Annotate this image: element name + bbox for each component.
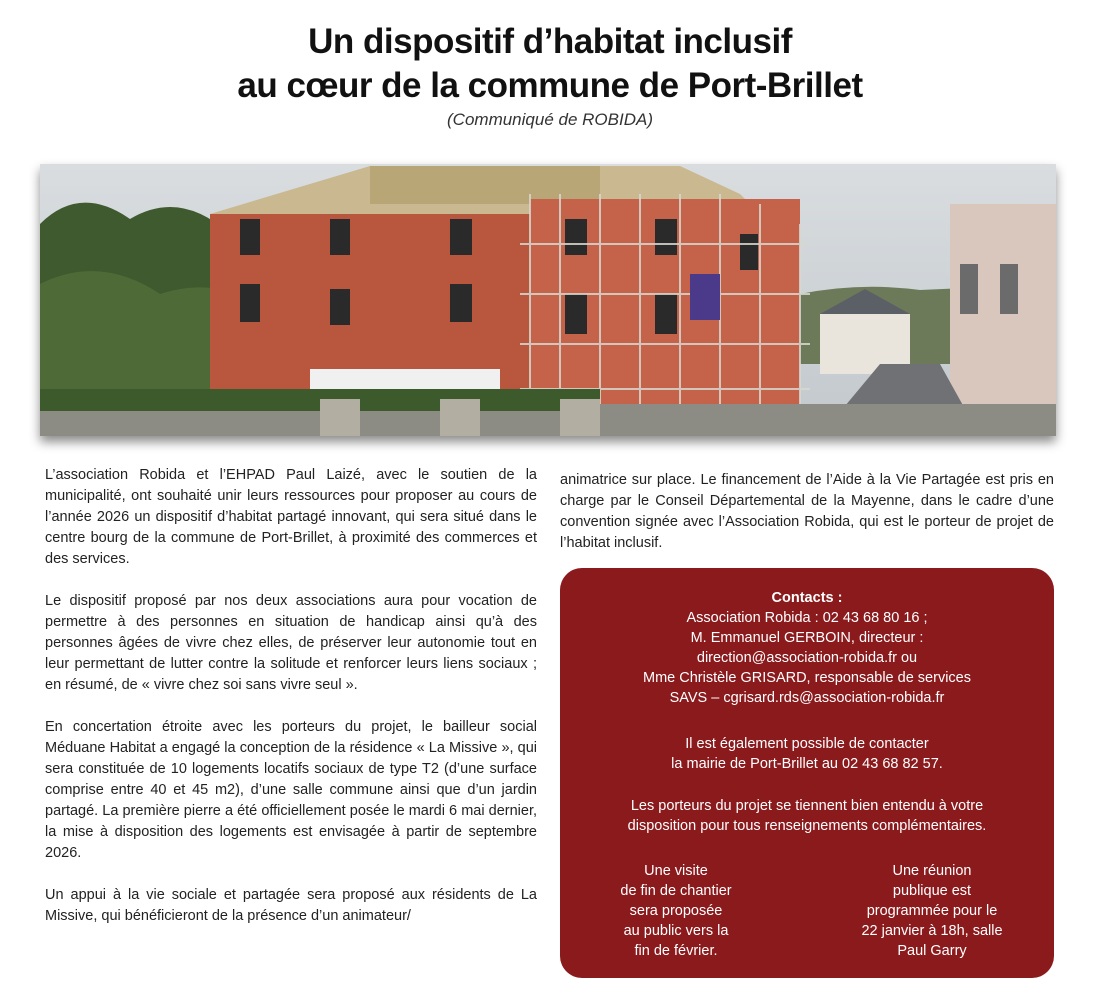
visit-line: au public vers la <box>623 923 729 939</box>
visit-line: fin de février. <box>634 943 718 959</box>
visit-line: sera proposée <box>629 903 723 919</box>
paragraph-continuation: animatrice sur place. Le financement de l’Aide à la Vie Partagée est pris en charge par le Conseil Départemental de la Mayenne, dans le cadre d’une convention signée avec l’Association Robida, qui est le porteur de projet de l’habitat inclusif. <box>560 472 1054 551</box>
paragraph-support: Un appui à la vie sociale et partagée sera proposé aux résidents de La Missive, qui bénéficieront de la présence d’un animateur/ <box>45 887 537 924</box>
contacts-heading: Contacts : <box>771 590 843 606</box>
meeting-line: publique est <box>892 883 972 899</box>
contact-line: Association Robida : 02 43 68 80 16 ; <box>686 610 928 626</box>
paragraph-residence: En concertation étroite avec les porteurs du projet, le bailleur social Méduane Habitat a engagé la conception de la résidence « La Missive », qui sera constituée de 10 logements locatifs sociaux de type T2 (d’une surface comprise entre 40 et 45 m2), d’une salle commune ainsi que d’un jardin partagé. La première pierre a été officiellement posée le mardi 6 mai dernier, la mise à disposition des logements est envisagée à partir de septembre 2026. <box>45 719 537 861</box>
mairie-line: Il est également possible de contacter <box>685 736 929 752</box>
meeting-block <box>832 861 1032 961</box>
contacts-box <box>560 568 1054 978</box>
visit-block <box>576 861 776 961</box>
left-column <box>45 465 537 948</box>
contact-line: Mme Christèle GRISARD, responsable de services <box>643 670 971 686</box>
paragraph-intro: L’association Robida et l’EHPAD Paul Laizé, avec le soutien de la municipalité, ont souhaité unir leurs ressources pour proposer au cours de l’année 2026 un dispositif d’habitat partagé innovant, qui sera situé dans le centre bourg de la commune de Port-Brillet, à proximité des commerces et des services. <box>45 467 537 567</box>
title-line-1: Un dispositif d’habitat inclusif <box>308 22 792 61</box>
disposition-line: disposition pour tous renseignements complémentaires. <box>627 818 987 834</box>
meeting-line: 22 janvier à 18h, salle <box>861 923 1003 939</box>
title-line-2: au cœur de la commune de Port-Brillet <box>237 66 863 105</box>
meeting-line: Paul Garry <box>897 943 967 959</box>
paragraph-purpose: Le dispositif proposé par nos deux associations aura pour vocation de permettre à des personnes en situation de handicap ainsi qu’à des personnes âgées de vivre chez elles, de préserver leur autonomie tout en leur permettant de lutter contre la solitude et renforcer leurs liens sociaux ; en résumé, de « vivre chez soi sans vivre seul ». <box>45 593 537 693</box>
visit-line: Une visite <box>644 863 708 879</box>
contact-line: direction@association-robida.fr ou <box>696 650 918 666</box>
contacts-block <box>560 588 1054 708</box>
page-title <box>0 20 1100 108</box>
disposition-line: Les porteurs du projet se tiennent bien entendu à votre <box>630 798 984 814</box>
subtitle: (Communiqué de ROBIDA) <box>447 110 653 129</box>
contact-line: SAVS – cgrisard.rds@association-robida.fr <box>669 690 945 706</box>
contact-line: M. Emmanuel GERBOIN, directeur : <box>690 630 924 646</box>
mairie-line: la mairie de Port-Brillet au 02 43 68 82 57. <box>671 756 943 772</box>
disposition-block <box>560 796 1054 836</box>
poster <box>690 274 720 320</box>
mairie-block <box>560 734 1054 774</box>
visit-line: de fin de chantier <box>620 883 732 899</box>
construction-site-photo <box>40 164 1056 436</box>
right-column-text <box>560 470 1054 554</box>
meeting-line: programmée pour le <box>866 903 998 919</box>
meeting-line: Une réunion <box>892 863 972 879</box>
